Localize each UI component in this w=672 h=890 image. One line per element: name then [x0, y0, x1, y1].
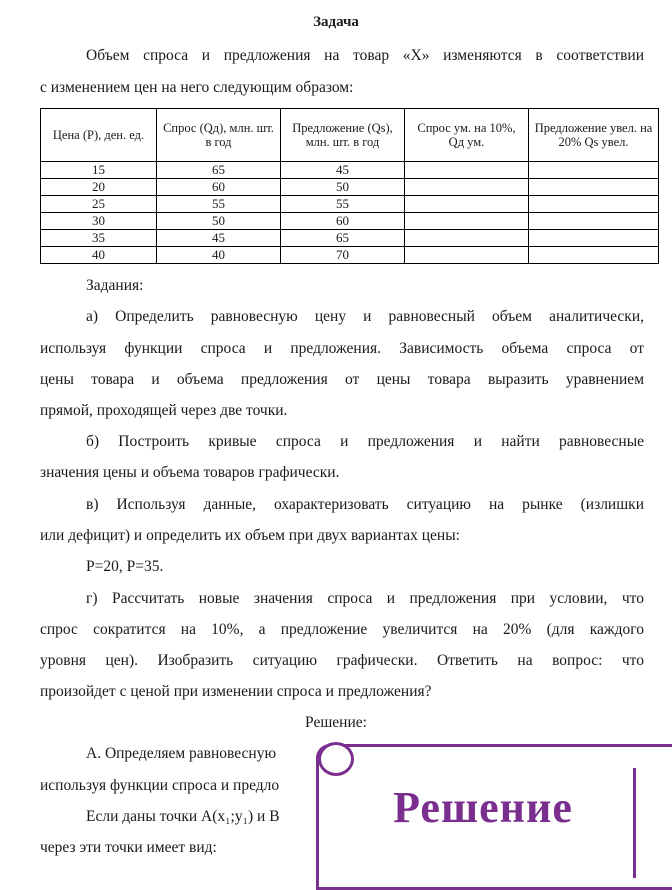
- table-cell: 65: [281, 230, 405, 247]
- document-title: Задача: [313, 14, 359, 30]
- solution-label: Решение:: [305, 714, 367, 731]
- table-cell: 30: [41, 213, 157, 230]
- table-row: [41, 230, 659, 247]
- task-a-line-4: прямой, проходящей через две точки.: [40, 402, 288, 419]
- header-price: Цена (Р), ден. ед.: [41, 109, 157, 162]
- table-cell: [405, 230, 529, 247]
- table-cell: 25: [41, 196, 157, 213]
- table-cell: [529, 247, 659, 264]
- header-supply: Предложение (Qs), млн. шт. в год: [281, 109, 405, 162]
- header-supply-increased: Предложение увел. на 20% Qs увел.: [529, 109, 659, 162]
- table-cell: 40: [157, 247, 281, 264]
- task-g-line-4: произойдет с ценой при изменении спроса и предложения?: [40, 683, 432, 700]
- price-values: Р=20, Р=35.: [86, 558, 164, 575]
- scroll-curl-icon: [318, 742, 354, 776]
- header-demand-reduced: Спрос ум. на 10%, Qд ум.: [405, 109, 529, 162]
- table-cell: [529, 196, 659, 213]
- task-a-line-1: а) Определить равновесную цену и равновесный объем аналитически,: [86, 308, 644, 325]
- table-cell: [405, 162, 529, 179]
- table-cell: [405, 213, 529, 230]
- intro-line-1: Объем спроса и предложения на товар «X» изменяются в соответствии: [86, 47, 644, 64]
- solution-line-2: используя функции спроса и предло: [40, 777, 280, 794]
- solution-line-1: А. Определяем равновесную: [86, 745, 277, 762]
- task-b-line-2: значения цены и объема товаров графически.: [40, 464, 340, 481]
- task-g-line-3: уровня цен). Изобразить ситуацию графически. Ответить на вопрос: что: [40, 652, 644, 669]
- table-cell: 55: [157, 196, 281, 213]
- table-header-row: [41, 109, 659, 162]
- table-row: [41, 247, 659, 264]
- table-cell: [405, 179, 529, 196]
- table-cell: 35: [41, 230, 157, 247]
- task-v-line-2: или дефицит) и определить их объем при двух вариантах цены:: [40, 527, 460, 544]
- table-cell: 15: [41, 162, 157, 179]
- banner-title: Решение: [393, 783, 573, 832]
- table-row: [41, 196, 659, 213]
- table-cell: 55: [281, 196, 405, 213]
- table-cell: 60: [157, 179, 281, 196]
- table-row: [41, 213, 659, 230]
- table-cell: 40: [41, 247, 157, 264]
- table-cell: [529, 230, 659, 247]
- table-cell: 60: [281, 213, 405, 230]
- tasks-label: Задания:: [86, 277, 144, 294]
- table-row: [41, 162, 659, 179]
- task-b-line-1: б) Построить кривые спроса и предложения и найти равновесные: [86, 433, 644, 450]
- table-cell: [405, 196, 529, 213]
- task-a-line-2: используя функции спроса и предложения. Зависимость объема спроса от: [40, 340, 644, 357]
- solution-line-3: Если даны точки A(x₁;y₁) и B: [86, 808, 280, 825]
- table-cell: 45: [157, 230, 281, 247]
- table-row: [41, 179, 659, 196]
- supply-demand-table: [40, 108, 659, 264]
- table-cell: 45: [281, 162, 405, 179]
- task-g-line-1: г) Рассчитать новые значения спроса и предложения при условии, что: [86, 590, 644, 607]
- intro-line-2: с изменением цен на него следующим образом:: [40, 79, 354, 96]
- table-cell: 20: [41, 179, 157, 196]
- solution-line-4: через эти точки имеет вид:: [40, 839, 217, 856]
- table-cell: [529, 162, 659, 179]
- task-v-line-1: в) Используя данные, охарактеризовать ситуацию на рынке (излишки: [86, 496, 644, 513]
- task-a-line-3: цены товара и объема предложения от цены товара выразить уравнением: [40, 371, 644, 388]
- header-demand: Спрос (Qд), млн. шт. в год: [157, 109, 281, 162]
- table-cell: [529, 213, 659, 230]
- table-cell: 50: [281, 179, 405, 196]
- task-g-line-2: спрос сократится на 10%, а предложение увеличится на 20% (для каждого: [40, 621, 644, 638]
- table-cell: [529, 179, 659, 196]
- table-cell: 65: [157, 162, 281, 179]
- table-cell: 70: [281, 247, 405, 264]
- table-cell: 50: [157, 213, 281, 230]
- table-cell: [405, 247, 529, 264]
